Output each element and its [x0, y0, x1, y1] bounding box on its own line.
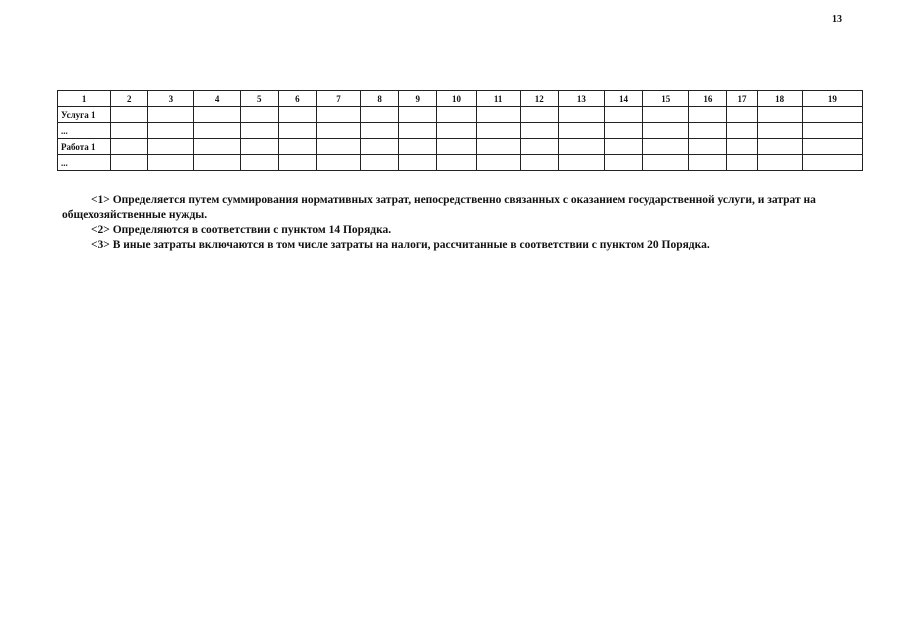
cost-table: [57, 90, 863, 171]
table-cell: [437, 155, 476, 171]
column-header: 6: [278, 91, 316, 107]
table-cell: [520, 155, 558, 171]
table-cell: [476, 155, 520, 171]
table-cell: [240, 107, 278, 123]
table-cell: [399, 155, 437, 171]
table-cell: [111, 107, 148, 123]
table-cell: [643, 123, 689, 139]
column-header: 2: [111, 91, 148, 107]
table-cell: [643, 107, 689, 123]
table-cell: [148, 139, 194, 155]
column-header: 4: [194, 91, 240, 107]
table-cell: [727, 139, 757, 155]
table-cell: [727, 123, 757, 139]
column-header: 12: [520, 91, 558, 107]
table-cell: [361, 123, 399, 139]
table-cell: [757, 123, 802, 139]
table-cell: [194, 107, 240, 123]
table-row: [58, 155, 863, 171]
table-cell: [689, 123, 727, 139]
table-cell: [802, 155, 862, 171]
row-label: Услуга 1: [58, 107, 111, 123]
table-cell: [111, 123, 148, 139]
table-cell: [316, 107, 360, 123]
table-cell: [520, 107, 558, 123]
table-cell: [194, 155, 240, 171]
table-cell: [689, 139, 727, 155]
table-cell: [278, 155, 316, 171]
table-cell: [240, 155, 278, 171]
table-cell: [476, 107, 520, 123]
table-cell: [278, 107, 316, 123]
table-cell: [558, 139, 604, 155]
column-header: 9: [399, 91, 437, 107]
column-header: 5: [240, 91, 278, 107]
footnote-2: <2> Определяются в соответствии с пунктом 14 Порядка.: [91, 224, 392, 236]
footnote-3: <3> В иные затраты включаются в том числе затраты на налоги, рассчитанные в соответствии с пунктом 20 Порядка.: [91, 239, 710, 251]
column-header: 15: [643, 91, 689, 107]
table-row: [58, 139, 863, 155]
table-cell: [689, 107, 727, 123]
table-cell: [757, 107, 802, 123]
table-cell: [604, 123, 642, 139]
table-cell: [437, 139, 476, 155]
row-label: Работа 1: [58, 139, 111, 155]
table-cell: [476, 123, 520, 139]
table-cell: [727, 155, 757, 171]
table-cell: [558, 155, 604, 171]
column-header: 10: [437, 91, 476, 107]
table-cell: [520, 139, 558, 155]
table-cell: [399, 123, 437, 139]
column-header: 17: [727, 91, 757, 107]
table-cell: [689, 155, 727, 171]
column-header: 13: [558, 91, 604, 107]
table-cell: [361, 139, 399, 155]
footnote-1: <1> Определяется путем суммирования нормативных затрат, непосредственно связанных с оказанием государственной услуги, и затрат на общехозяйственные нужды.: [62, 194, 816, 221]
table-cell: [558, 107, 604, 123]
table-cell: [802, 139, 862, 155]
table-cell: [278, 139, 316, 155]
table-cell: [148, 123, 194, 139]
table-row: [58, 123, 863, 139]
column-header: 8: [361, 91, 399, 107]
table-cell: [643, 139, 689, 155]
table-cell: [604, 139, 642, 155]
table-cell: [802, 107, 862, 123]
column-header: 11: [476, 91, 520, 107]
table-cell: [148, 155, 194, 171]
table-cell: [399, 139, 437, 155]
table-cell: [757, 155, 802, 171]
table-cell: [399, 107, 437, 123]
page-number: 13: [832, 14, 842, 25]
column-header: 16: [689, 91, 727, 107]
table-cell: [240, 123, 278, 139]
table-cell: [558, 123, 604, 139]
table-cell: [194, 139, 240, 155]
table-cell: [148, 107, 194, 123]
column-header: 3: [148, 91, 194, 107]
table-cell: [802, 123, 862, 139]
table-cell: [437, 107, 476, 123]
table-cell: [111, 155, 148, 171]
table-cell: [604, 107, 642, 123]
table-cell: [643, 155, 689, 171]
table-cell: [316, 139, 360, 155]
table-cell: [240, 139, 278, 155]
footnotes: [62, 193, 858, 253]
column-header: 1: [58, 91, 111, 107]
table-cell: [316, 123, 360, 139]
column-header: 18: [757, 91, 802, 107]
table-cell: [361, 107, 399, 123]
row-label: ...: [58, 155, 111, 171]
table-cell: [194, 123, 240, 139]
table-cell: [278, 123, 316, 139]
table-cell: [361, 155, 399, 171]
table-cell: [437, 123, 476, 139]
table-cell: [604, 155, 642, 171]
table-cell: [476, 139, 520, 155]
column-header: 14: [604, 91, 642, 107]
table-row: [58, 107, 863, 123]
row-label: ...: [58, 123, 111, 139]
table-cell: [727, 107, 757, 123]
table-cell: [111, 139, 148, 155]
column-header: 19: [802, 91, 862, 107]
table-header-row: [58, 91, 863, 107]
table-cell: [316, 155, 360, 171]
column-header: 7: [316, 91, 360, 107]
table-cell: [520, 123, 558, 139]
table-cell: [757, 139, 802, 155]
